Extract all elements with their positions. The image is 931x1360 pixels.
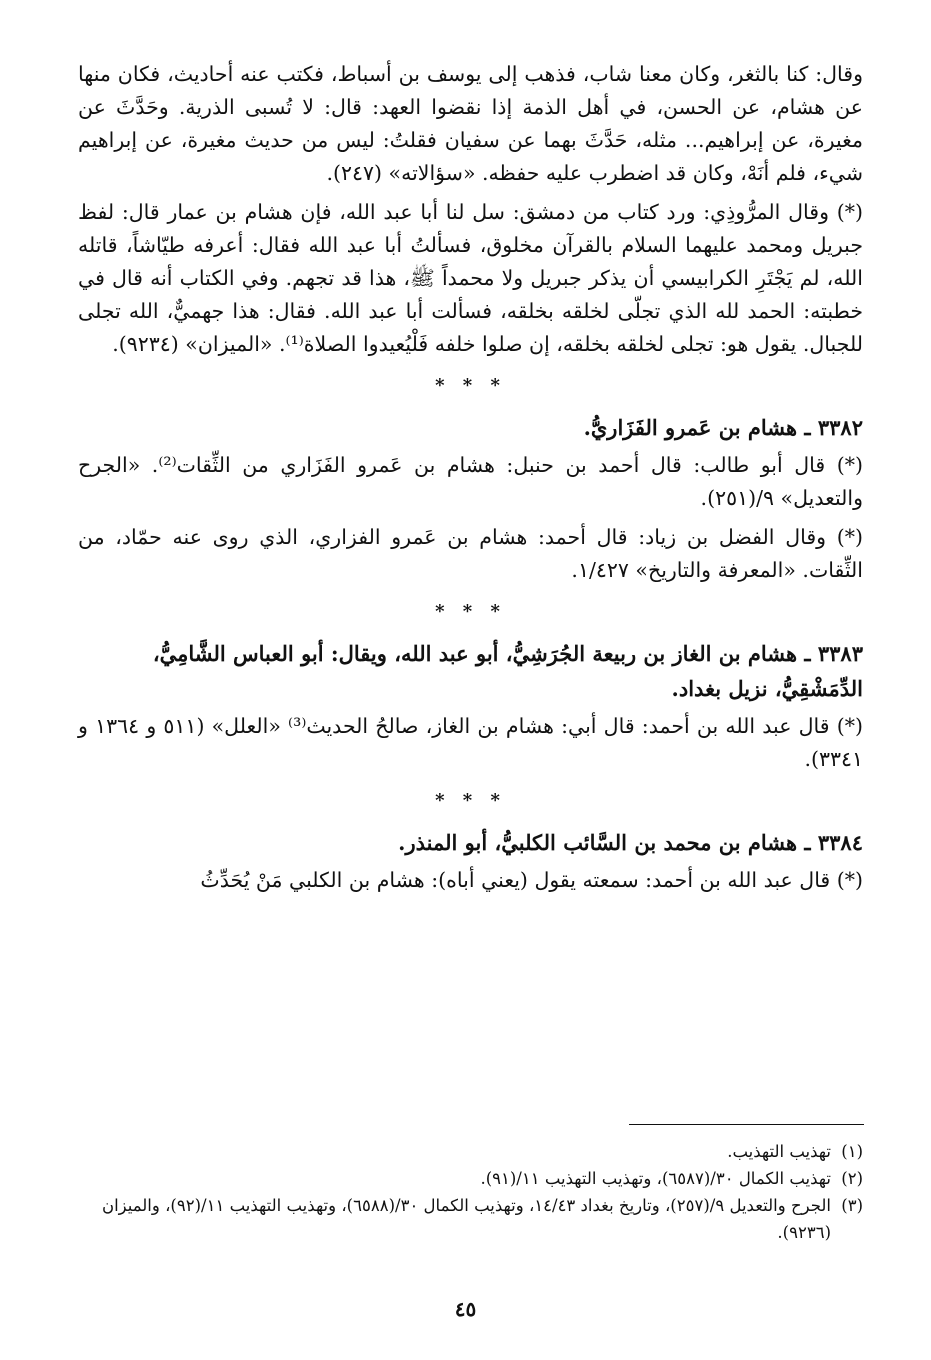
section-separator: * * *	[435, 375, 506, 396]
paragraph: وقال: كنا بالثغر، وكان معنا شاب، فذهب إلى يوسف بن أسباط، فكتب عنه أحاديث، فكان منها عن هشام، عن الحسن، في أهل الذمة إذا نقضوا العهد: قال: لا تُسبى الذرية. وحَدَّثَ عن مغيرة، عن إبراهيم... مثله، حَدَّثَ بهما عن سفيان فقلتُ: ليس من حديث مغيرة، عن إبراهيم شيء، فلم أنَهْ، وكان قد اضطرب عليه حفظه. «سؤالاته» (٢٤٧).	[78, 62, 863, 185]
footnote-divider	[629, 1124, 864, 1125]
footnotes	[78, 1138, 863, 1246]
paragraph: (*) قال أبو طالب: قال أحمد بن حنبل: هشام بن عَمرو الفَزَاري من الثِّقات⁽²⁾. «الجرح والتعديل» ٩/(٢٥١).	[78, 453, 863, 510]
footnote	[78, 1138, 863, 1165]
footnote-text: تهذيب الكمال ٣٠/(٦٥٨٧)، وتهذيب التهذيب ١١/(٩١).	[480, 1169, 831, 1188]
footnote-text: تهذيب التهذيب.	[727, 1142, 831, 1161]
entry-heading: ٣٣٨٣ ـ هشام بن الغاز بن ربيعة الجُرَشِيُّ، أبو عبد الله، ويقال: أبو العباس الشَّامِيُّ، الدِّمَشْقِيُّ، نزيل بغداد.	[152, 641, 863, 701]
page-number: ٤٥	[454, 1297, 477, 1321]
footnote-text: الجرح والتعديل ٩/(٢٥٧)، وتاريخ بغداد ١٤/٤٣، وتهذيب الكمال ٣٠/(٦٥٨٨)، وتهذيب التهذيب ١١/(٩٢)، والميزان (٩٢٣٦).	[101, 1196, 831, 1242]
paragraph: (*) وقال المرُّوذِي: ورد كتاب من دمشق: سل لنا أبا عبد الله، فإن هشام بن عمار قال: لفظ جبريل ومحمد عليهما السلام بالقرآن مخلوق، فسألتُ أبا عبد الله فقال: أعرفه طيّاشاً، قاتله الله، لم يَجْتَرِ الكرابيسي أن يذكر جبريل ولا محمداً ﷺ، هذا قد تجهم. وفي الكتاب أنه قال في خطبته: الحمد لله الذي تجلّى لخلقه بخلقه، فسألت أبا عبد الله. فقال: هذا جهميٌّ، الله تجلى للجبال. يقول هو: تجلى لخلقه بخلقه، إن صلوا خلفه فَلْيُعيدوا الصلاة⁽¹⁾. «الميزان» (٩٢٣٤).	[78, 200, 863, 356]
paragraph: (*) قال عبد الله بن أحمد: قال أبي: هشام بن الغاز، صالحُ الحديث⁽³⁾ «العلل» (٥١١ و ١٣٦٤ و ٣٣٤١).	[78, 714, 863, 771]
footnote-number: (٣)	[841, 1196, 863, 1215]
section-separator: * * *	[435, 790, 506, 811]
entry-heading: ٣٣٨٢ ـ هشام بن عَمرو الفَزَاريُّ.	[583, 415, 863, 440]
paragraph: (*) وقال الفضل بن زياد: قال أحمد: هشام بن عَمرو الفزاري، الذي روى عنه حمّاد، من الثِّقات. «المعرفة والتاريخ» ١/٤٢٧.	[78, 525, 863, 582]
footnote-number: (٢)	[841, 1169, 863, 1188]
footnote	[78, 1165, 863, 1192]
paragraph: (*) قال عبد الله بن أحمد: سمعته يقول (يعني أباه): هشام بن الكلبي مَنْ يُحَدِّثُ	[200, 868, 863, 892]
entry-heading: ٣٣٨٤ ـ هشام بن محمد بن السَّائب الكلبيُّ، أبو المنذر.	[398, 830, 863, 855]
main-text	[78, 58, 863, 903]
footnote-number: (١)	[841, 1142, 863, 1161]
section-separator: * * *	[435, 601, 506, 622]
footnote	[78, 1192, 863, 1246]
